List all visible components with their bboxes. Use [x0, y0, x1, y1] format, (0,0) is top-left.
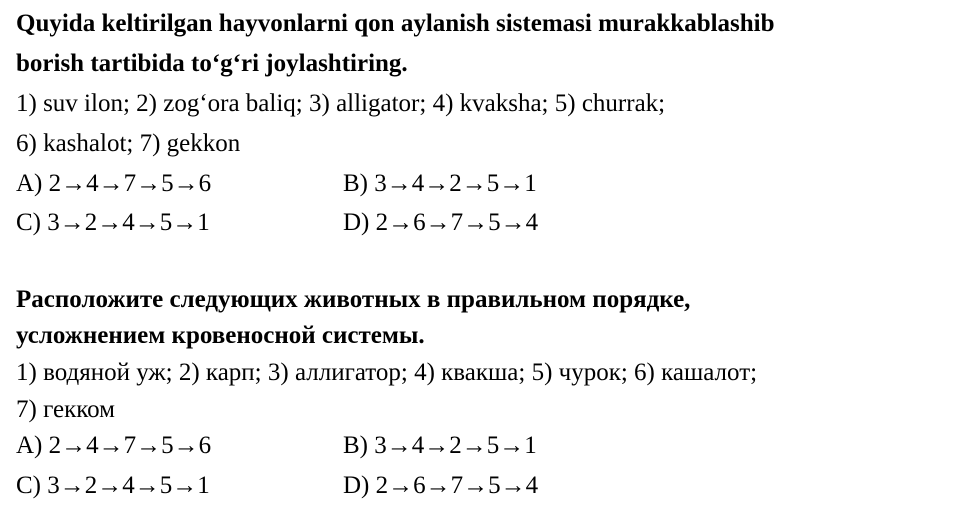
question-uz-option-a: A) 2→4→7→5→6: [16, 170, 212, 197]
question-uz-items-line-2: 6) kashalot; 7) gekkon: [16, 130, 241, 157]
question-ru-option-b: B) 3→4→2→5→1: [343, 432, 537, 459]
question-ru-title-line-1: Расположите следующих животных в правильном порядке,: [16, 286, 691, 313]
question-uz-title-line-1: Quyida keltirilgan hayvonlarni qon aylanish sistemasi murakkablashib: [16, 10, 775, 37]
question-ru-items-line-2: 7) гекком: [16, 396, 115, 423]
question-ru-title-line-2: усложнением кровеносной системы.: [16, 322, 425, 349]
question-ru-option-a: A) 2→4→7→5→6: [16, 432, 212, 459]
question-uz-option-d: D) 2→6→7→5→4: [343, 209, 539, 236]
question-uz-option-c: C) 3→2→4→5→1: [16, 209, 210, 236]
question-ru-items-line-1: 1) водяной уж; 2) карп; 3) аллигатор; 4) квакша; 5) чурок; 6) кашалот;: [16, 359, 758, 386]
question-ru-option-d: D) 2→6→7→5→4: [343, 472, 539, 499]
question-ru-option-c: C) 3→2→4→5→1: [16, 472, 210, 499]
question-uz-items-line-1: 1) suv ilon; 2) zog‘ora baliq; 3) alligator; 4) kvaksha; 5) churrak;: [16, 90, 666, 117]
question-uz-option-b: B) 3→4→2→5→1: [343, 170, 537, 197]
question-uz-title-line-2: borish tartibida to‘g‘ri joylashtiring.: [16, 50, 408, 77]
